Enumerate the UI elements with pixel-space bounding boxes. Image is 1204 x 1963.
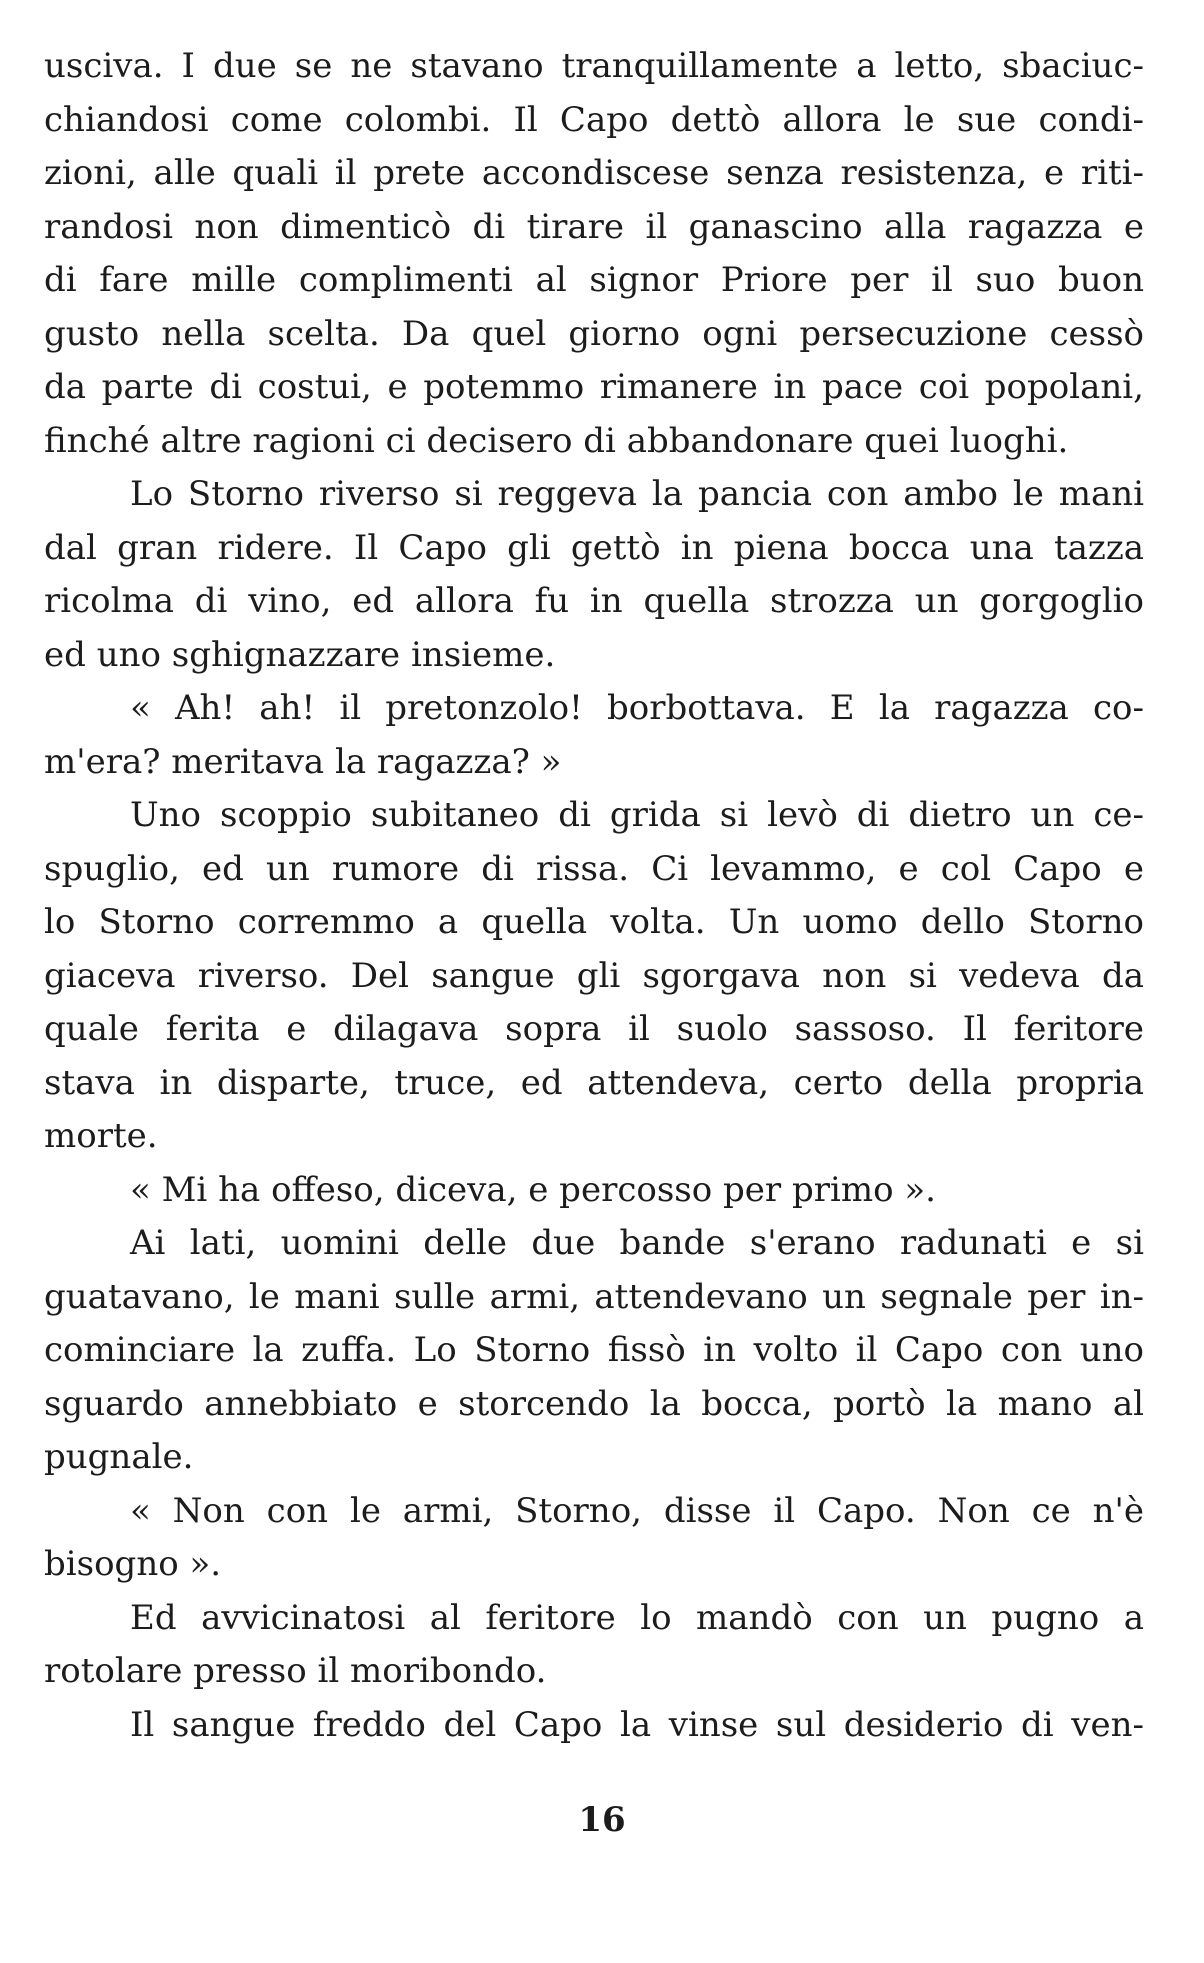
text-line: dal gran ridere. Il Capo gli gettò in piena bocca una tazza bbox=[44, 527, 1144, 568]
text-line: morte. bbox=[44, 1116, 158, 1156]
text-line: guatavano, le mani sulle armi, attendevano un segnale per in- bbox=[44, 1276, 1144, 1317]
text-line: Ai lati, uomini delle due bande s'erano radunati e si bbox=[130, 1223, 1144, 1263]
text-line: cominciare la zuffa. Lo Storno fissò in volto il Capo con uno bbox=[44, 1330, 1144, 1370]
text-line: m'era? meritava la ragazza? » bbox=[44, 741, 562, 782]
text-line: Lo Storno riverso si reggeva la pancia con ambo le mani bbox=[130, 474, 1144, 514]
text-line: sguardo annebbiato e storcendo la bocca, portò la mano al bbox=[44, 1383, 1144, 1424]
text-line: gusto nella scelta. Da quel giorno ogni persecuzione cessò bbox=[44, 313, 1144, 354]
text-line: Uno scoppio subitaneo di grida si levò di dietro un ce- bbox=[130, 795, 1144, 835]
page-number: 16 bbox=[578, 1800, 626, 1840]
text-line: zioni, alle quali il prete accondiscese senza resistenza, e riti- bbox=[44, 153, 1144, 193]
body-text bbox=[44, 40, 1144, 1752]
text-line: stava in disparte, truce, ed attendeva, certo della propria bbox=[44, 1062, 1144, 1103]
text-line: rotolare presso il moribondo. bbox=[44, 1651, 547, 1691]
text-line: Il sangue freddo del Capo la vinse sul desiderio di ven- bbox=[130, 1704, 1144, 1745]
text-line: randosi non dimenticò di tirare il ganascino alla ragazza e bbox=[44, 206, 1144, 247]
text-line: pugnale. bbox=[44, 1437, 194, 1477]
text-line: quale ferita e dilagava sopra il suolo sassoso. Il feritore bbox=[44, 1009, 1144, 1049]
text-line: lo Storno corremmo a quella volta. Un uomo dello Storno bbox=[44, 902, 1144, 942]
text-line: ricolma di vino, ed allora fu in quella strozza un gorgoglio bbox=[44, 581, 1144, 621]
text-line: usciva. I due se ne stavano tranquillamente a letto, sbaciuc- bbox=[44, 46, 1144, 86]
text-line: da parte di costui, e potemmo rimanere in pace coi popolani, bbox=[44, 367, 1144, 407]
text-line: ed uno sghignazzare insieme. bbox=[44, 634, 556, 675]
text-line: di fare mille complimenti al signor Priore per il suo buon bbox=[44, 260, 1144, 300]
text-line: giaceva riverso. Del sangue gli sgorgava non si vedeva da bbox=[44, 955, 1144, 996]
text-line: chiandosi come colombi. Il Capo dettò allora le sue condi- bbox=[44, 99, 1144, 140]
text-line: « Ah! ah! il pretonzolo! borbottava. E la ragazza co- bbox=[130, 688, 1144, 728]
text-line: « Non con le armi, Storno, disse il Capo. Non ce n'è bbox=[130, 1490, 1144, 1531]
text-line: Ed avvicinatosi al feritore lo mandò con un pugno a bbox=[130, 1597, 1144, 1638]
text-line: spuglio, ed un rumore di rissa. Ci levammo, e col Capo e bbox=[44, 848, 1144, 889]
text-line: bisogno ». bbox=[44, 1544, 222, 1584]
text-line: « Mi ha offeso, diceva, e percosso per primo ». bbox=[130, 1169, 936, 1210]
text-line: finché altre ragioni ci decisero di abbandonare quei luoghi. bbox=[44, 420, 1069, 461]
